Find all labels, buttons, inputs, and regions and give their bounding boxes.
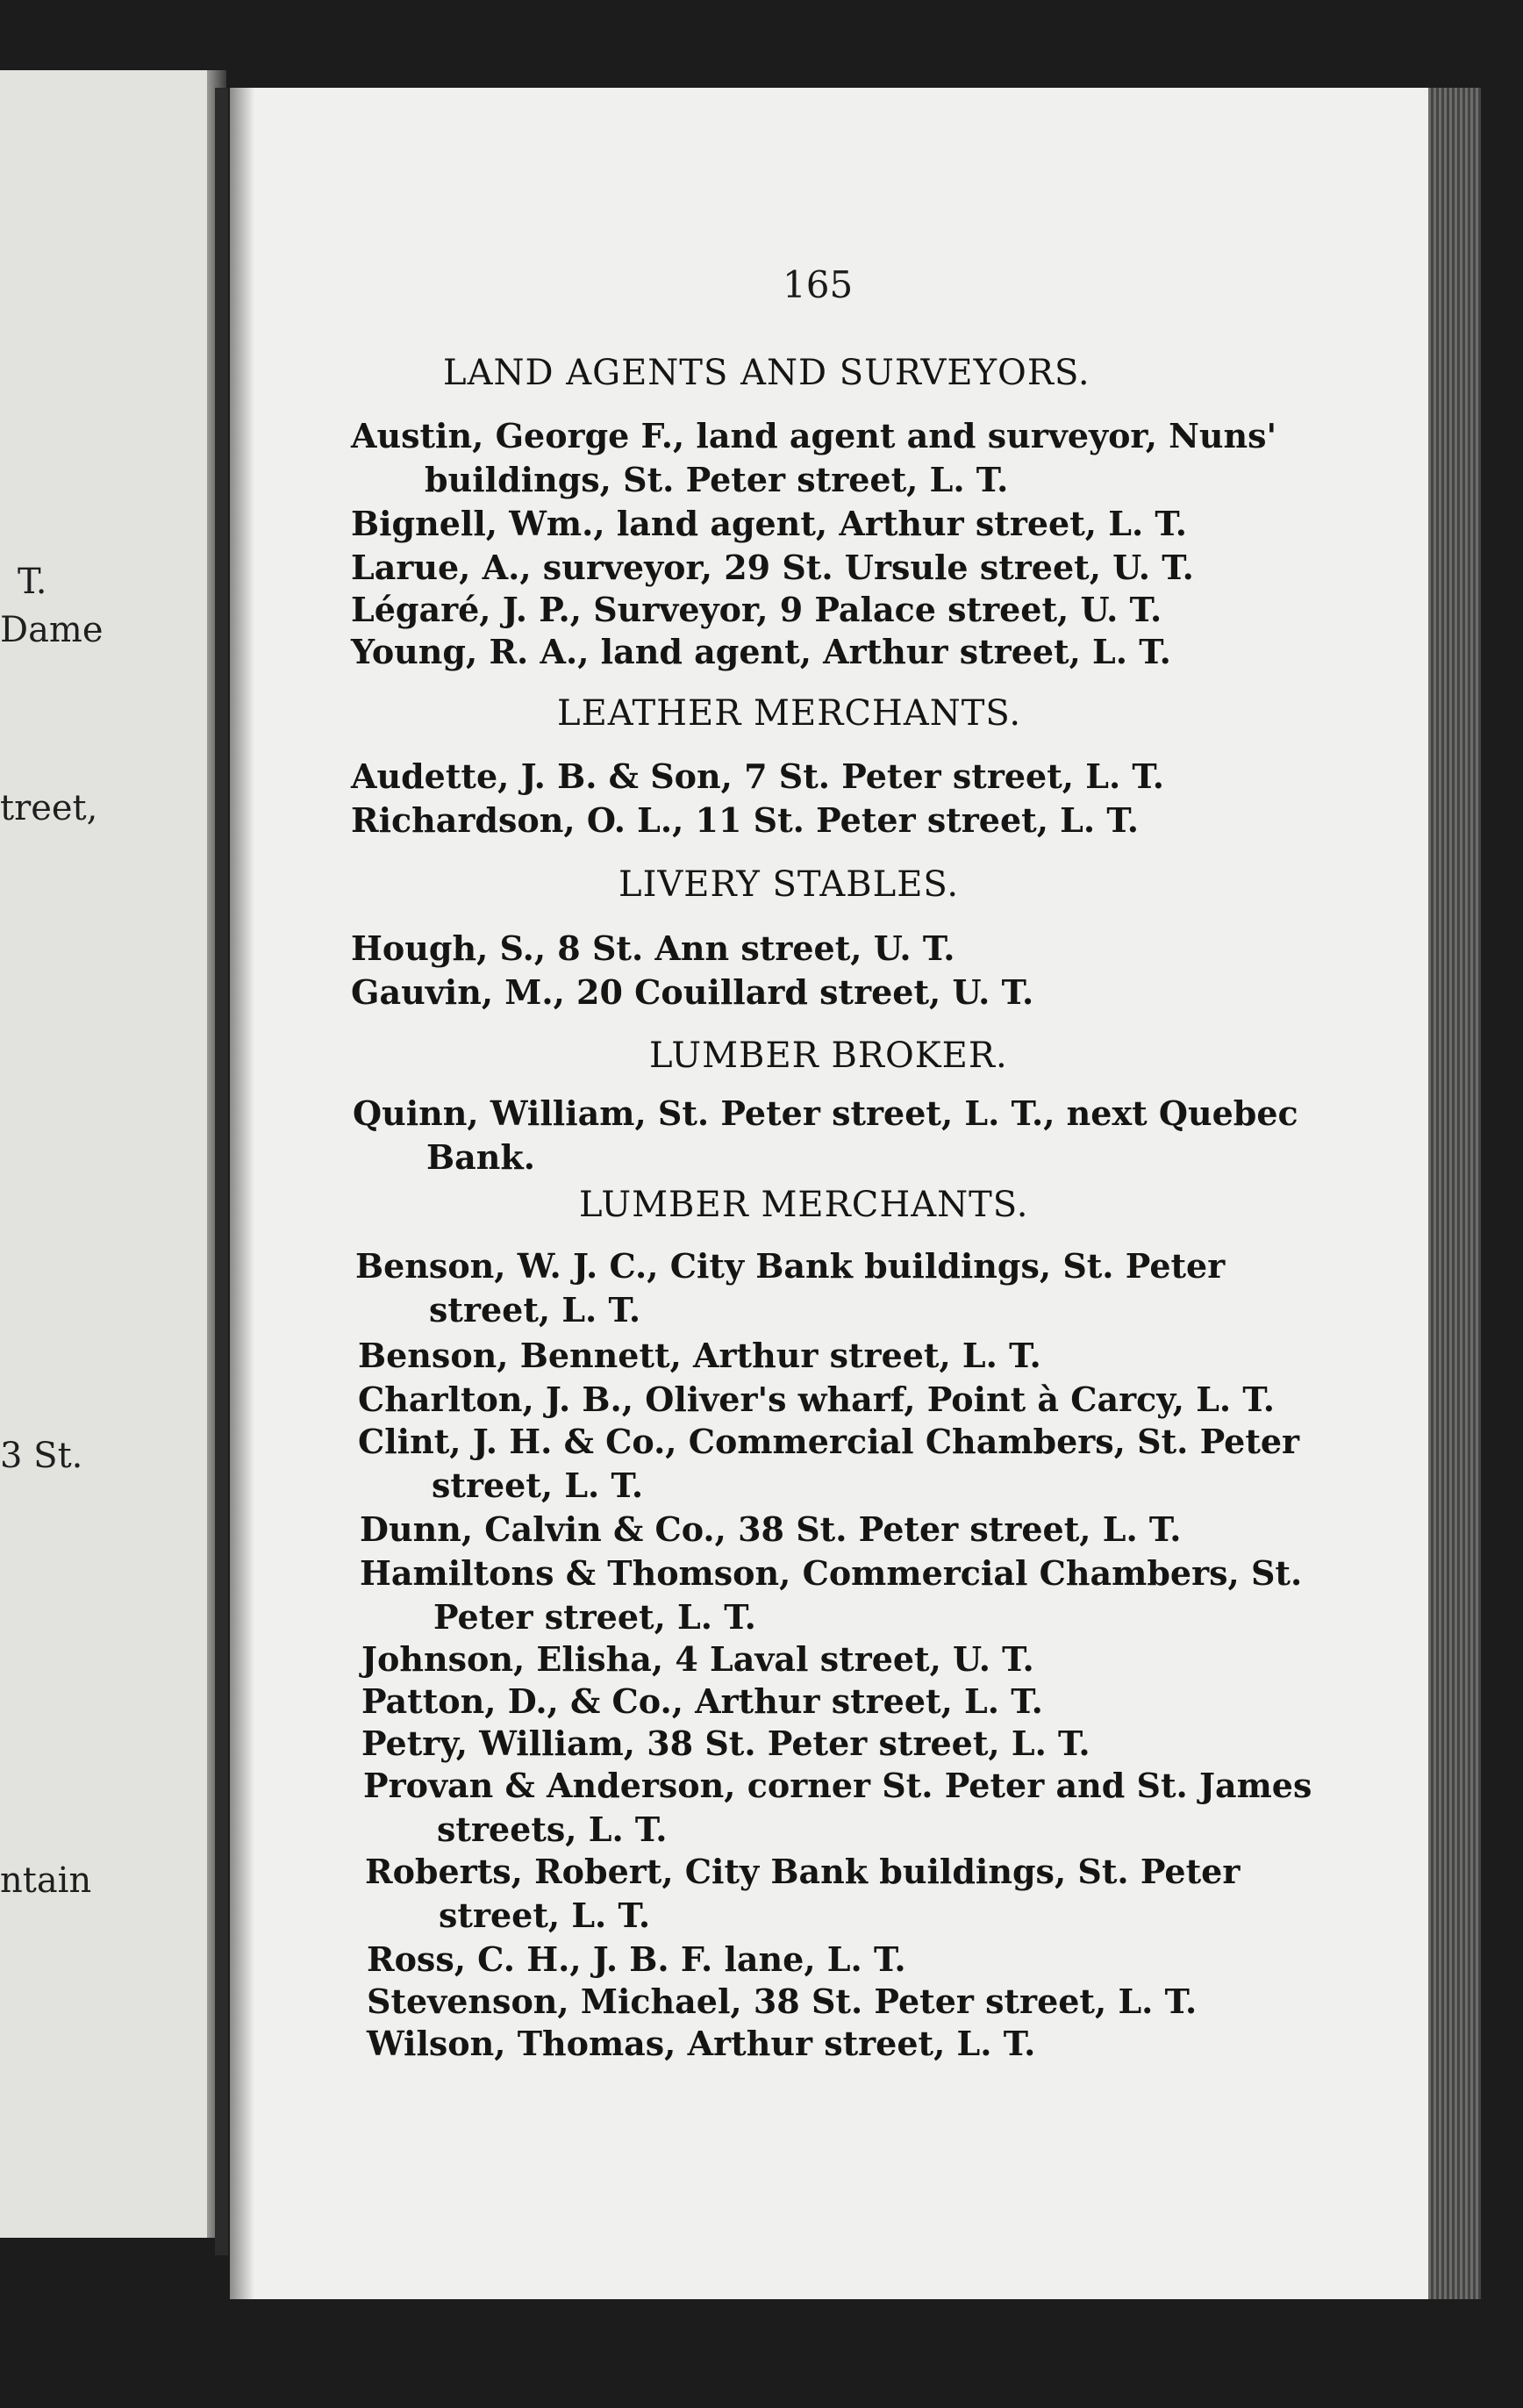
section-heading: LUMBER MERCHANTS. <box>579 1185 1029 1225</box>
page-block-edge <box>1428 88 1481 2299</box>
directory-entry: Gauvin, M., 20 Couillard street, U. T. <box>351 972 1034 1012</box>
directory-entry: Bignell, Wm., land agent, Arthur street, L. T. <box>351 504 1188 543</box>
directory-entry: Benson, Bennett, Arthur street, L. T. <box>358 1336 1041 1375</box>
left-page-fragment: 3 St. <box>0 1436 83 1476</box>
directory-entry: Richardson, O. L., 11 St. Peter street, L. T. <box>351 800 1139 840</box>
directory-entry: Wilson, Thomas, Arthur street, L. T. <box>367 2024 1036 2063</box>
section-heading: LIVERY STABLES. <box>618 864 960 905</box>
section-heading: LEATHER MERCHANTS. <box>557 693 1022 734</box>
directory-entry: Légaré, J. P., Surveyor, 9 Palace street, U. T. <box>351 590 1162 629</box>
directory-entry: Quinn, William, St. Peter street, L. T., next Quebec Bank. <box>353 1093 1298 1177</box>
section-heading: LAND AGENTS AND SURVEYORS. <box>443 353 1090 393</box>
directory-entry: Young, R. A., land agent, Arthur street, L. T. <box>351 632 1171 671</box>
directory-entry: Benson, W. J. C., City Bank buildings, St. Peter street, L. T. <box>355 1246 1226 1329</box>
directory-entry: Larue, A., surveyor, 29 St. Ursule street, U. T. <box>351 548 1194 587</box>
directory-entry: Stevenson, Michael, 38 St. Peter street, L. T. <box>367 1982 1198 2021</box>
directory-entry: Johnson, Elisha, 4 Laval street, U. T. <box>361 1639 1034 1679</box>
directory-entry: Hough, S., 8 St. Ann street, U. T. <box>351 928 955 968</box>
directory-entry: Dunn, Calvin & Co., 38 St. Peter street, L. T. <box>360 1509 1182 1549</box>
directory-entry: Patton, D., & Co., Arthur street, L. T. <box>361 1681 1043 1721</box>
directory-entry: Charlton, J. B., Oliver's wharf, Point à Carcy, L. T. <box>358 1380 1275 1419</box>
left-page-fragment: T. <box>18 562 47 602</box>
section-heading: LUMBER BROKER. <box>649 1036 1008 1076</box>
directory-entry: Petry, William, 38 St. Peter street, L. T. <box>361 1724 1090 1763</box>
directory-entry: Austin, George F., land agent and surveyor, Nuns' buildings, St. Peter street, L. T. <box>351 416 1277 499</box>
directory-entry: Audette, J. B. & Son, 7 St. Peter street, L. T. <box>351 756 1165 796</box>
directory-entry: Roberts, Robert, City Bank buildings, St. Peter street, L. T. <box>365 1852 1241 1935</box>
directory-entry: Hamiltons & Thomson, Commercial Chambers, St. Peter street, L. T. <box>360 1553 1303 1637</box>
left-page-fragment: Dame <box>0 610 104 650</box>
directory-entry: Ross, C. H., J. B. F. lane, L. T. <box>367 1939 906 1979</box>
left-page <box>0 70 211 2238</box>
directory-entry: Clint, J. H. & Co., Commercial Chambers, St. Peter street, L. T. <box>358 1422 1300 1505</box>
book-spine <box>215 88 228 2255</box>
right-page-gutter <box>230 88 254 2299</box>
left-page-fragment: treet, <box>0 788 98 828</box>
directory-entry: Provan & Anderson, corner St. Peter and St. James streets, L. T. <box>363 1766 1312 1849</box>
left-page-fragment: ntain <box>0 1860 92 1901</box>
